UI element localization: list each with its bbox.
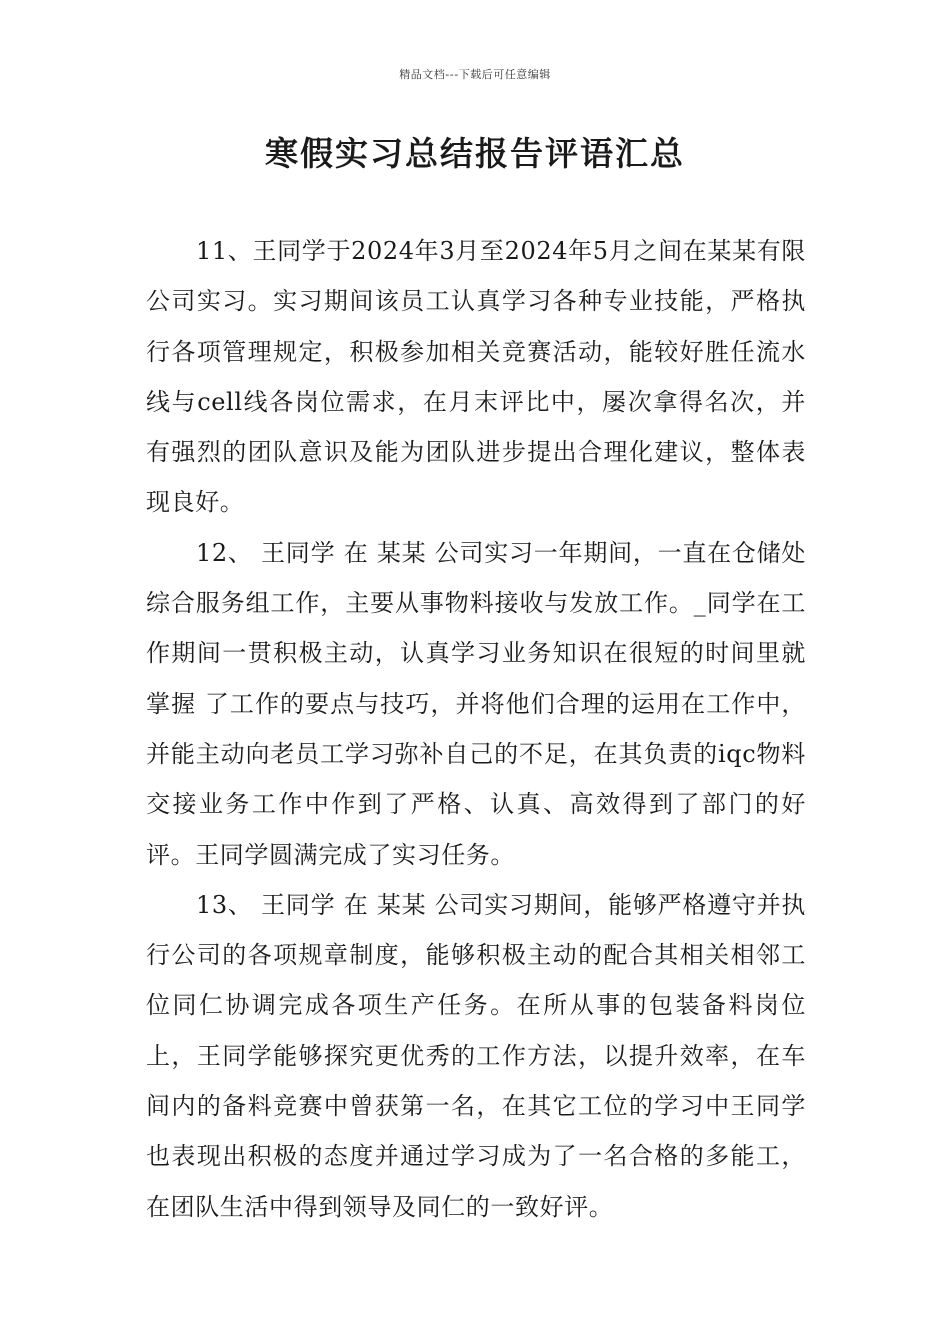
document-title: 寒假实习总结报告评语汇总 <box>265 134 685 173</box>
document-body <box>146 226 806 1232</box>
paragraph-11: 11、王同学于2024年3月至2024年5月之间在某某有限公司实习。实习期间该员工认真学习各种专业技能，严格执行各项管理规定，积极参加相关竞赛活动，能较好胜任流水线与cell线各岗位需求，在月末评比中，屡次拿得名次，并有强烈的团队意识及能为团队进步提出合理化建议，整体表现良好。 <box>146 237 806 517</box>
paragraph-12: 12、 王同学 在 某某 公司实习一年期间，一直在仓储处综合服务组工作，主要从事物料接收与发放工作。_同学在工作期间一贯积极主动，认真学习业务知识在很短的时间里就掌握 了工作的要点与技巧，并将他们合理的运用在工作中，并能主动向老员工学习弥补自己的不足，在其负责的iqc物料交接业务工作中作到了严格、认真、高效得到了部门的好评。王同学圆满完成了实习任务。 <box>146 538 806 869</box>
header-note: 精品文档---下载后可任意编辑 <box>399 68 551 81</box>
paragraph-13: 13、 王同学 在 某某 公司实习期间，能够严格遵守并执行公司的各项规章制度，能够积极主动的配合其相关相邻工位同仁协调完成各项生产任务。在所从事的包装备料岗位上，王同学能够探究更优秀的工作方法，以提升效率，在车间内的备料竞赛中曾获第一名，在其它工位的学习中王同学也表现出积极的态度并通过学习成为了一名合格的多能工，在团队生活中得到领导及同仁的一致好评。 <box>146 890 806 1221</box>
